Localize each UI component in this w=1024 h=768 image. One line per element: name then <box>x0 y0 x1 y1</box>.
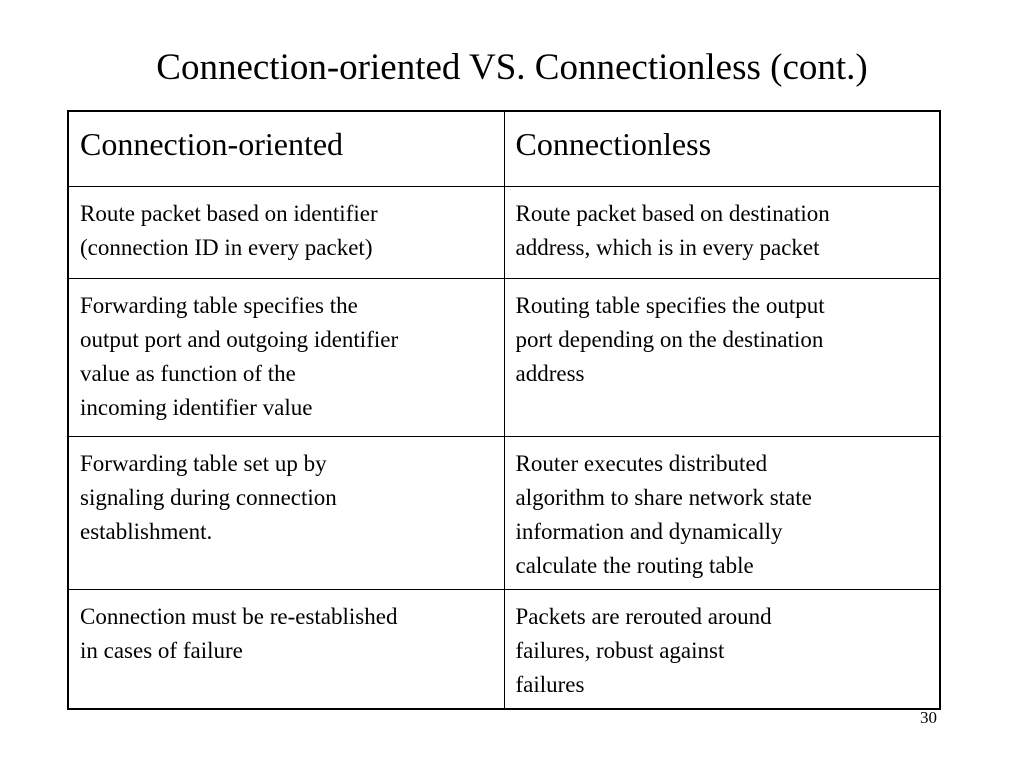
header-connectionless: Connectionless <box>504 111 940 186</box>
cell-line: signaling during connection <box>80 484 337 510</box>
page-number: 30 <box>920 708 937 727</box>
failure-handling-connection-oriented-cell <box>68 589 504 709</box>
table-row <box>68 589 940 709</box>
table-row <box>68 278 940 436</box>
cell-line: Route packet based on identifier <box>80 200 378 226</box>
table-spec-connectionless-cell <box>504 278 940 436</box>
table-header-row <box>68 111 940 186</box>
routing-basis-connection-oriented-cell <box>68 186 504 278</box>
cell-line: output port and outgoing identifier <box>80 326 399 352</box>
cell-line: Routing table specifies the output <box>515 292 825 318</box>
cell-line: Forwarding table specifies the <box>80 292 358 318</box>
cell-line: (connection ID in every packet) <box>80 234 373 260</box>
routing-basis-connectionless-cell <box>504 186 940 278</box>
cell-line: information and dynamically <box>515 518 783 544</box>
cell-line: address, which is in every packet <box>515 234 820 260</box>
slide-title: Connection-oriented VS. Connectionless (cont.) <box>156 47 868 88</box>
table-setup-connectionless-cell <box>504 436 940 589</box>
cell-line: port depending on the destination <box>515 326 824 352</box>
comparison-table <box>67 110 941 710</box>
cell-line: in cases of failure <box>80 637 243 663</box>
cell-line: Router executes distributed <box>515 450 768 476</box>
cell-line: failures, robust against <box>515 637 725 663</box>
cell-line: Packets are rerouted around <box>515 603 772 629</box>
table-row <box>68 186 940 278</box>
table-row <box>68 436 940 589</box>
header-connection-oriented: Connection-oriented <box>68 111 504 186</box>
cell-line: address <box>515 360 585 386</box>
table-spec-connection-oriented-cell <box>68 278 504 436</box>
cell-line: Route packet based on destination <box>515 200 830 226</box>
cell-line: failures <box>515 671 585 697</box>
table-setup-connection-oriented-cell <box>68 436 504 589</box>
failure-handling-connectionless-cell <box>504 589 940 709</box>
cell-line: algorithm to share network state <box>515 484 812 510</box>
cell-line: value as function of the <box>80 360 296 386</box>
cell-line: Connection must be re-established <box>80 603 398 629</box>
cell-line: incoming identifier value <box>80 394 313 420</box>
cell-line: Forwarding table set up by <box>80 450 327 476</box>
cell-line: calculate the routing table <box>515 552 754 578</box>
cell-line: establishment. <box>80 518 213 544</box>
